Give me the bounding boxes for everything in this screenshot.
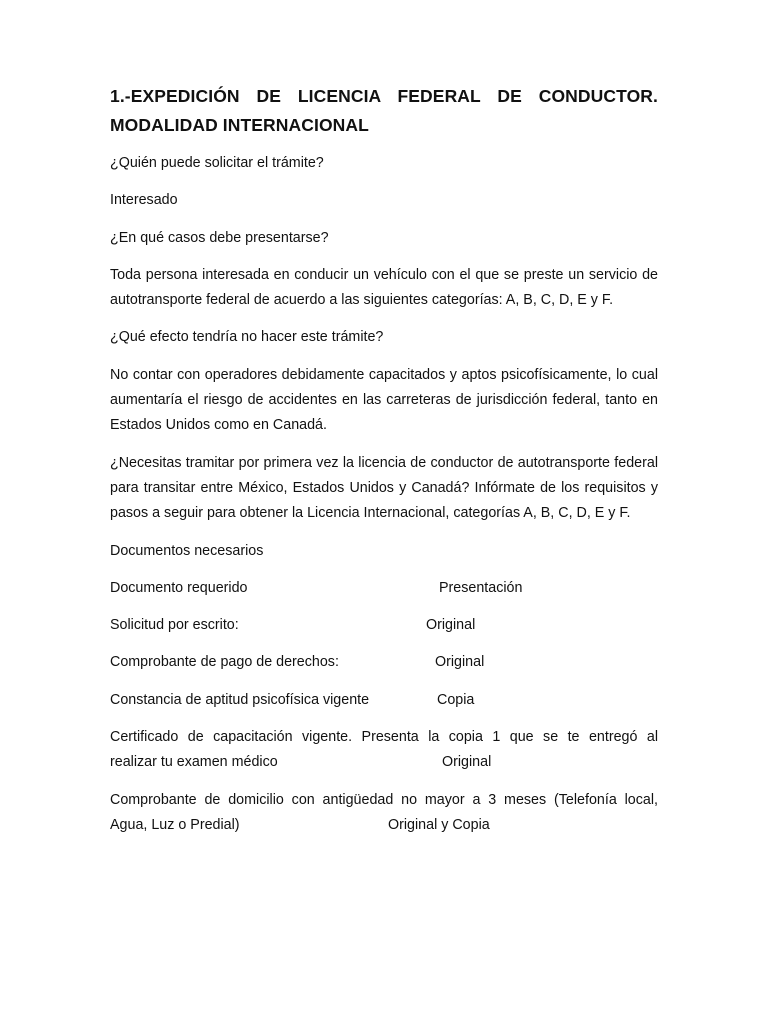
documents-heading: Documentos necesarios	[110, 542, 264, 559]
document-row-domicilio	[110, 788, 658, 839]
document-row-label: Solicitud por escrito:	[110, 617, 239, 634]
title-line-2: MODALIDAD INTERNACIONAL	[110, 115, 369, 135]
document-row-value: Copia	[437, 691, 475, 708]
title-line-1: 1.-EXPEDICIÓN DE LICENCIA FEDERAL DE CONDUCTOR.	[110, 86, 658, 106]
domicilio-line-2: Agua, Luz o Predial)	[110, 816, 240, 833]
documents-header-label: Documento requerido	[110, 579, 248, 596]
domicilio-value: Original y Copia	[388, 816, 490, 833]
answer-when: Toda persona interesada en conducir un vehículo con el que se preste un servicio de autotransporte federal de acuerdo a las siguientes categorías: A, B, C, D, E y F.	[110, 266, 658, 309]
certificado-value: Original	[442, 754, 492, 771]
certificado-line-2-wrap	[110, 750, 658, 775]
documents-header-value: Presentación	[439, 579, 523, 596]
question-effect: ¿Qué efecto tendría no hacer este trámite?	[110, 329, 384, 346]
document-row-certificado	[110, 725, 658, 776]
document-title	[110, 82, 658, 140]
document-row	[110, 650, 658, 675]
document-row-value: Original	[426, 617, 476, 634]
certificado-line-1: Certificado de capacitación vigente. Presenta la copia 1 que se te entregó al	[110, 729, 658, 746]
document-page	[110, 82, 658, 850]
document-row	[110, 688, 658, 713]
intro-paragraph: ¿Necesitas tramitar por primera vez la licencia de conductor de autotransporte federal para transitar entre México, Estados Unidos y Canadá? Infórmate de los requisitos y pasos a seguir para obtener la Licencia Internacional, categorías A, B, C, D, E y F.	[110, 454, 658, 522]
document-row	[110, 613, 658, 638]
domicilio-line-2-wrap	[110, 813, 658, 838]
certificado-line-2: realizar tu examen médico	[110, 754, 278, 771]
question-when: ¿En qué casos debe presentarse?	[110, 229, 329, 246]
answer-who: Interesado	[110, 192, 178, 209]
document-row-label: Constancia de aptitud psicofísica vigente	[110, 691, 370, 708]
document-row-label: Comprobante de pago de derechos:	[110, 654, 339, 671]
question-who: ¿Quién puede solicitar el trámite?	[110, 155, 324, 171]
domicilio-line-1: Comprobante de domicilio con antigüedad no mayor a 3 meses (Telefonía local,	[110, 791, 658, 808]
documents-header-row	[110, 576, 658, 601]
answer-effect: No contar con operadores debidamente capacitados y aptos psicofísicamente, lo cual aumentaría el riesgo de accidentes en las carreteras de jurisdicción federal, tanto en Estados Unidos como en Canadá.	[110, 366, 658, 434]
document-row-value: Original	[435, 654, 485, 671]
